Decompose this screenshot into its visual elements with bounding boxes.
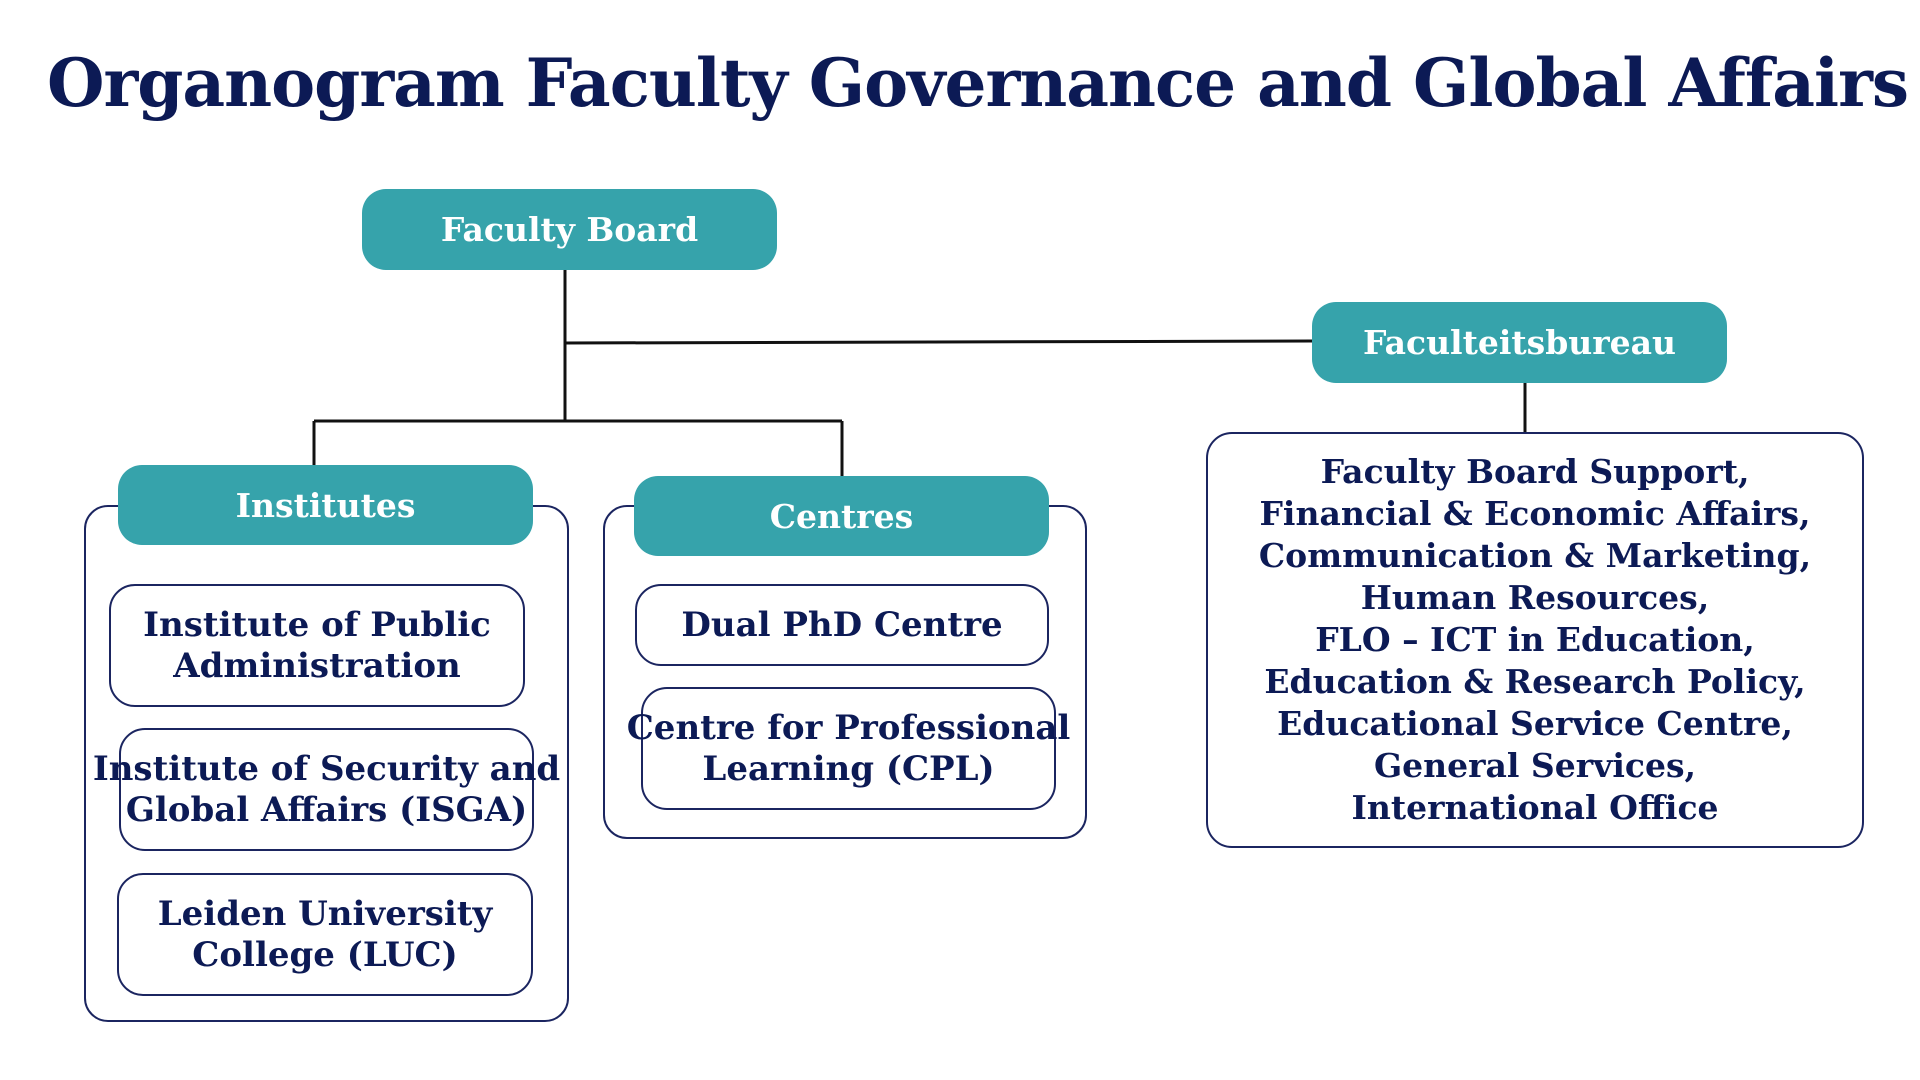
institute-line: Institute of Security and xyxy=(92,748,561,789)
institute-line: Leiden University xyxy=(157,893,493,934)
institute-public-administration[interactable] xyxy=(109,584,525,707)
institutes-node[interactable] xyxy=(118,465,533,545)
page-title: Organogram Faculty Governance and Global Affairs xyxy=(47,44,1909,122)
centres-label: Centres xyxy=(769,496,914,536)
dual-phd-centre[interactable] xyxy=(635,584,1049,666)
centre-line: Learning (CPL) xyxy=(702,748,995,789)
institute-line: Administration xyxy=(173,645,461,686)
faculty-board-label: Faculty Board xyxy=(440,210,699,249)
institute-line: College (LUC) xyxy=(192,934,458,975)
institute-security-global-affairs[interactable] xyxy=(92,728,561,851)
faculteitsbureau-node[interactable] xyxy=(1312,302,1727,383)
service-item: Financial & Economic Affairs, xyxy=(1259,494,1811,533)
service-item: Human Resources, xyxy=(1360,578,1710,617)
institutes-label: Institutes xyxy=(235,485,416,525)
service-item: International Office xyxy=(1351,788,1719,827)
centre-line: Centre for Professional xyxy=(626,707,1071,748)
service-item: Education & Research Policy, xyxy=(1264,662,1806,701)
centre-line: Dual PhD Centre xyxy=(681,604,1003,645)
line-board-to-bureau xyxy=(565,341,1312,343)
faculteitsbureau-services-box[interactable] xyxy=(1206,432,1864,848)
service-item: Communication & Marketing, xyxy=(1258,536,1812,575)
leiden-university-college[interactable] xyxy=(117,873,533,996)
service-item: Faculty Board Support, xyxy=(1320,452,1750,491)
service-item: General Services, xyxy=(1373,746,1697,785)
centre-professional-learning[interactable] xyxy=(626,687,1071,810)
institute-line: Institute of Public xyxy=(143,604,491,645)
institute-line: Global Affairs (ISGA) xyxy=(125,789,528,830)
centres-node[interactable] xyxy=(634,476,1049,556)
faculteitsbureau-label: Faculteitsbureau xyxy=(1362,323,1677,362)
service-item: FLO – ICT in Education, xyxy=(1315,620,1755,659)
service-item: Educational Service Centre, xyxy=(1277,704,1793,743)
faculty-board-node[interactable] xyxy=(362,189,777,270)
